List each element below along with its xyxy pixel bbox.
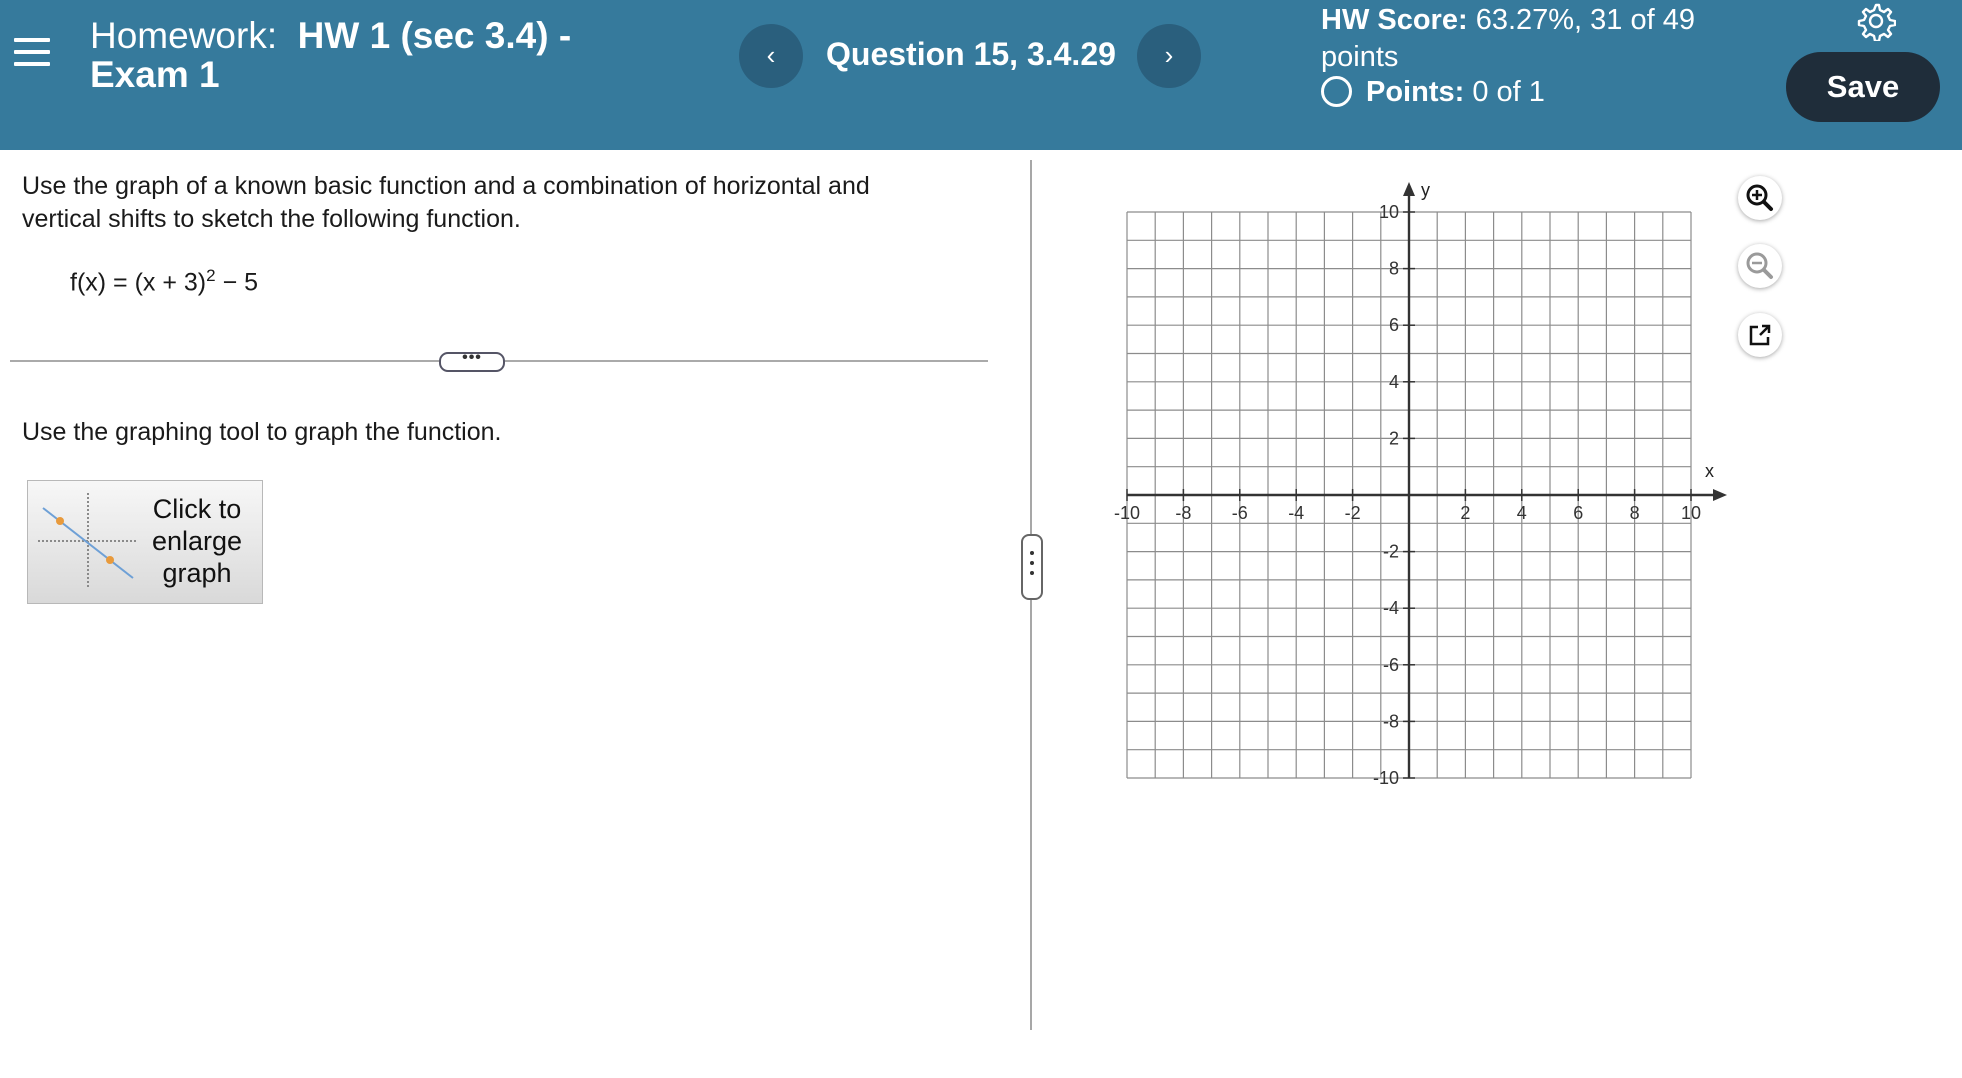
x-tick-label: -6 (1231, 503, 1248, 523)
formula-base: f(x) = (x + 3) (70, 268, 207, 297)
points-value: 0 of 1 (1472, 76, 1545, 108)
hw-score-value: 63.27%, 31 of 49 points (1321, 4, 1695, 73)
question-instructions: Use the graph of a known basic function and a combination of horizontal and vertical shifts to sketch the following function. (22, 172, 870, 233)
next-question-button[interactable]: › (1137, 24, 1201, 88)
expand-more-button[interactable]: ••• (439, 352, 505, 372)
x-tick-label: 10 (1680, 503, 1702, 523)
graph-axes (1127, 182, 1727, 778)
save-button[interactable]: Save (1786, 52, 1940, 122)
x-tick-label: 6 (1573, 503, 1584, 523)
enlarge-graph-label: Click to enlarge graph (151, 494, 243, 588)
y-tick-label: -4 (1382, 598, 1399, 619)
y-tick-label: -6 (1382, 654, 1399, 675)
x-axis-arrow-icon (1713, 489, 1727, 501)
formula-tail: − 5 (222, 268, 259, 297)
previous-question-button[interactable]: ‹ (739, 24, 803, 88)
settings-gear-icon[interactable] (1856, 1, 1896, 41)
top-header (0, 0, 1962, 150)
splitter-drag-handle[interactable] (1021, 534, 1043, 600)
graphing-area[interactable] (1100, 176, 1740, 796)
y-tick-label: -2 (1382, 541, 1399, 562)
graph-thumbnail-icon (38, 493, 138, 589)
points-status (1321, 74, 1545, 111)
graphing-tool-instructions: Use the graphing tool to graph the function. (22, 418, 502, 446)
function-formula (70, 266, 258, 297)
zoom-out-icon[interactable] (1738, 244, 1782, 288)
question-label: Question 15, 3.4.29 (826, 36, 1116, 72)
homework-title (90, 16, 650, 94)
x-tick-label: -8 (1175, 503, 1192, 523)
x-tick-label: 8 (1629, 503, 1640, 523)
y-tick-label: -8 (1382, 711, 1399, 732)
y-tick-label: 10 (1378, 202, 1399, 222)
hw-score-label: HW Score: (1321, 4, 1468, 36)
x-tick-label: 4 (1516, 503, 1527, 523)
y-tick-label: 6 (1388, 315, 1399, 336)
y-tick-label: 4 (1388, 371, 1399, 392)
y-tick-label: 2 (1388, 428, 1399, 449)
menu-icon[interactable] (14, 38, 50, 68)
x-axis-label: x (1705, 461, 1714, 481)
x-tick-label: -2 (1344, 503, 1361, 523)
homework-title-prefix: Homework: (90, 15, 278, 56)
pop-out-icon[interactable] (1738, 313, 1782, 357)
enlarge-graph-button[interactable] (27, 480, 263, 604)
x-tick-label: -10 (1113, 503, 1141, 523)
x-tick-label: 2 (1460, 503, 1471, 523)
y-axis-label: y (1421, 180, 1430, 200)
y-tick-label: -10 (1372, 768, 1399, 788)
formula-exponent: 2 (206, 266, 216, 285)
hw-score (1321, 2, 1721, 76)
y-tick-label: 8 (1388, 258, 1399, 279)
zoom-in-icon[interactable] (1738, 176, 1782, 220)
x-tick-label: -4 (1288, 503, 1305, 523)
points-status-circle-icon (1321, 76, 1352, 107)
points-label: Points: (1366, 76, 1465, 108)
homework-title-name: HW 1 (sec 3.4) - Exam 1 (90, 15, 572, 95)
y-axis-arrow-icon (1403, 182, 1415, 196)
